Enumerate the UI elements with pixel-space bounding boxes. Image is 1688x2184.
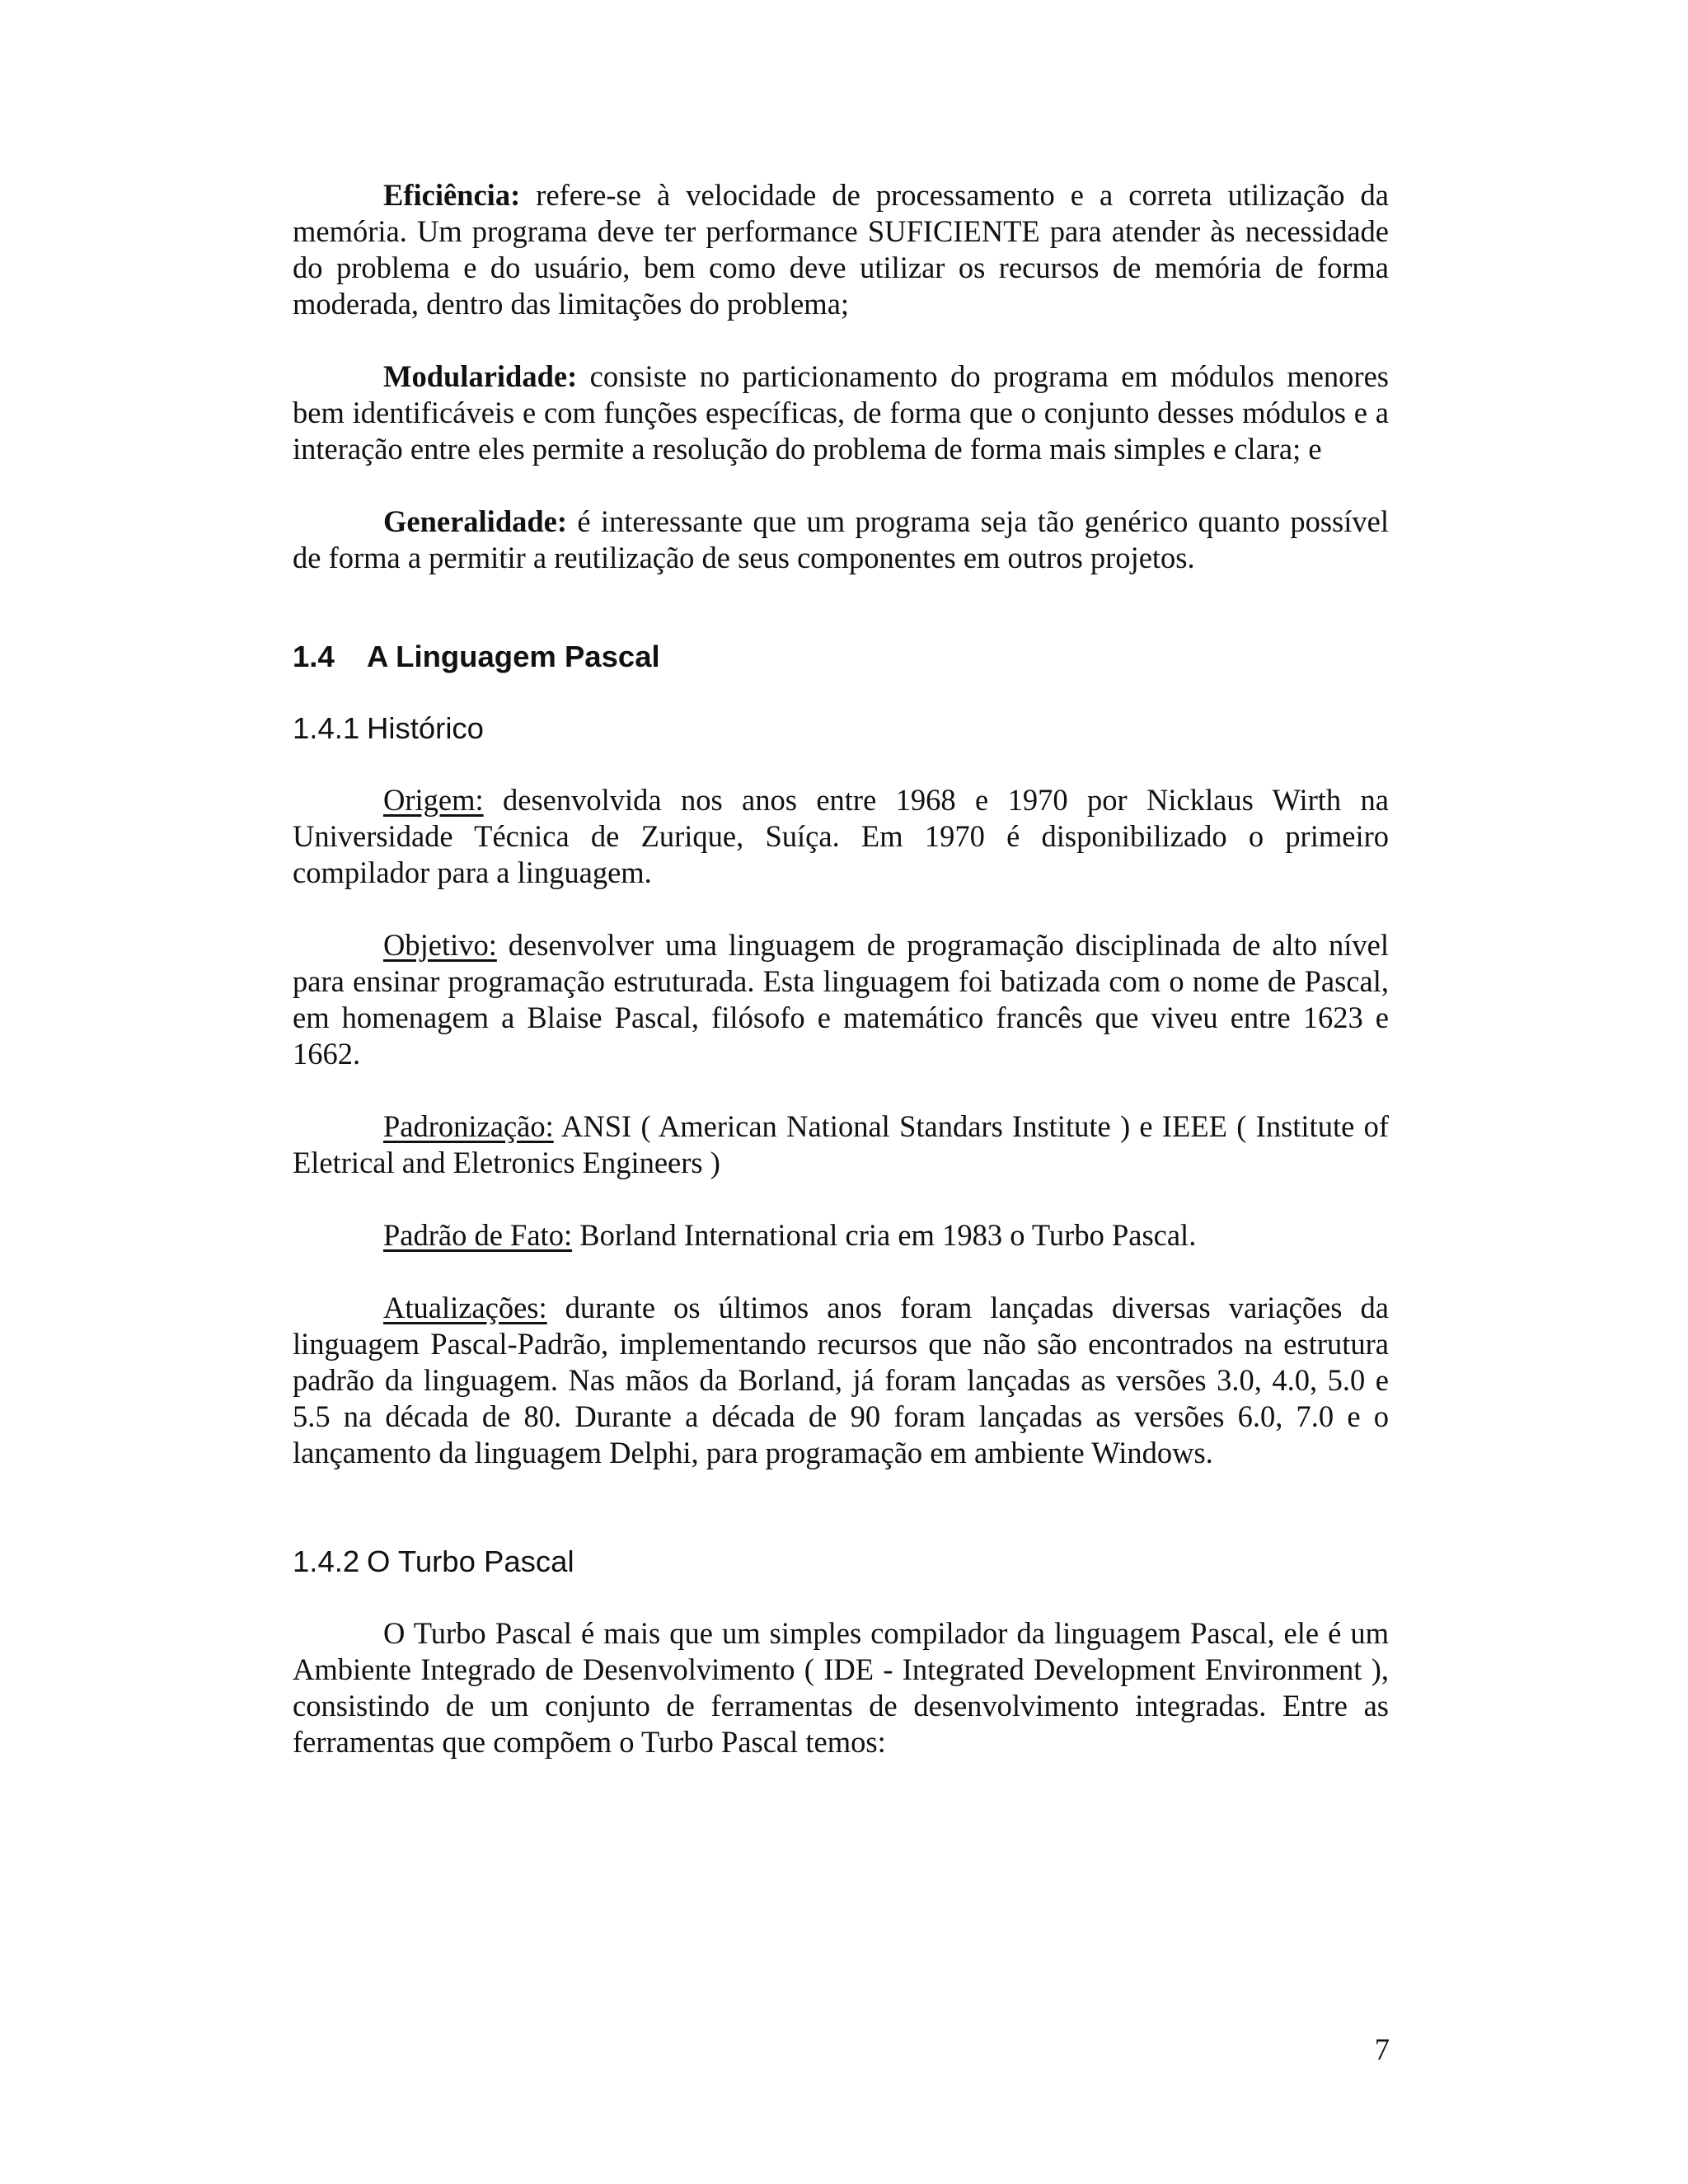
term-atualizacoes: Atualizações: — [383, 1291, 547, 1324]
term-padronizacao: Padronização: — [383, 1109, 554, 1143]
paragraph-eficiencia-text: refere-se à velocidade de processamento e a correta utilização da memória. Um programa deve ter performance SUFICIENTE para atender às necessidade do problema e do usuário, bem como deve utilizar os recursos de memória de forma moderada, dentro das limitações do problema; — [293, 178, 1389, 321]
term-eficiencia: Eficiência: — [383, 178, 521, 212]
paragraph-eficiencia — [293, 177, 1389, 322]
heading-1-4-1-number: 1.4.1 — [293, 711, 360, 745]
paragraph-modularidade-text: consiste no particionamento do programa em módulos menores bem identificáveis e com funções específicas, de forma que o conjunto desses módulos e a interação entre eles permite a resolução do problema de forma mais simples e clara; e — [293, 359, 1389, 466]
heading-1-4-1-title: Histórico — [367, 711, 484, 745]
paragraph-atualizacoes — [293, 1290, 1389, 1471]
paragraph-generalidade — [293, 504, 1389, 576]
paragraph-padrao-de-fato — [293, 1217, 1389, 1254]
heading-1-4-2-title: O Turbo Pascal — [367, 1544, 574, 1578]
paragraph-turbo-pascal — [293, 1615, 1389, 1760]
heading-1-4-1 — [293, 710, 1389, 747]
paragraph-origem-text: desenvolvida nos anos entre 1968 e 1970 por Nicklaus Wirth na Universidade Técnica de Zurique, Suíça. Em 1970 é disponibilizado o primeiro compilador para a linguagem. — [293, 783, 1389, 889]
heading-1-4 — [293, 639, 1389, 675]
term-origem: Origem: — [383, 783, 484, 817]
paragraph-generalidade-text: é interessante que um programa seja tão genérico quanto possível de forma a permitir a reutilização de seus componentes em outros projetos. — [293, 504, 1389, 574]
paragraph-origem — [293, 782, 1389, 891]
paragraph-turbo-pascal-text: O Turbo Pascal é mais que um simples compilador da linguagem Pascal, ele é um Ambiente Integrado de Desenvolvimento ( IDE - Integrated Development Environment ), consistindo de um conjunto de ferramentas de desenvolvimento integradas. Entre as ferramentas que compõem o Turbo Pascal temos: — [293, 1616, 1389, 1759]
paragraph-atualizacoes-text: durante os últimos anos foram lançadas diversas variações da linguagem Pascal-Padrão, implementando recursos que não são encontrados na estrutura padrão da linguagem. Nas mãos da Borland, já foram lançadas as versões 3.0, 4.0, 5.0 e 5.5 na década de 80. Durante a década de 90 foram lançadas as versões 6.0, 7.0 e o lançamento da linguagem Delphi, para programação em ambiente Windows. — [293, 1291, 1389, 1469]
heading-1-4-2 — [293, 1544, 1389, 1580]
paragraph-padronizacao — [293, 1108, 1389, 1181]
term-objetivo: Objetivo: — [383, 928, 497, 962]
paragraph-objetivo — [293, 927, 1389, 1072]
term-padrao-de-fato: Padrão de Fato: — [383, 1218, 573, 1252]
term-generalidade: Generalidade: — [383, 504, 568, 538]
paragraph-modularidade — [293, 359, 1389, 467]
term-modularidade: Modularidade: — [383, 359, 578, 393]
heading-1-4-title: A Linguagem Pascal — [367, 640, 660, 673]
paragraph-padrao-de-fato-text: Borland International cria em 1983 o Turbo Pascal. — [572, 1218, 1197, 1252]
heading-1-4-2-number: 1.4.2 — [293, 1544, 360, 1578]
document-page — [293, 177, 1389, 1760]
heading-1-4-number: 1.4 — [293, 640, 335, 673]
page-number: 7 — [1374, 2032, 1390, 2066]
paragraph-objetivo-text: desenvolver uma linguagem de programação disciplinada de alto nível para ensinar programação estruturada. Esta linguagem foi batizada com o nome de Pascal, em homenagem a Blaise Pascal, filósofo e matemático francês que viveu entre 1623 e 1662. — [293, 928, 1389, 1071]
paragraph-padronizacao-text: ANSI ( American National Standars Institute ) e IEEE ( Institute of Eletrical and Eletronics Engineers ) — [293, 1109, 1389, 1179]
